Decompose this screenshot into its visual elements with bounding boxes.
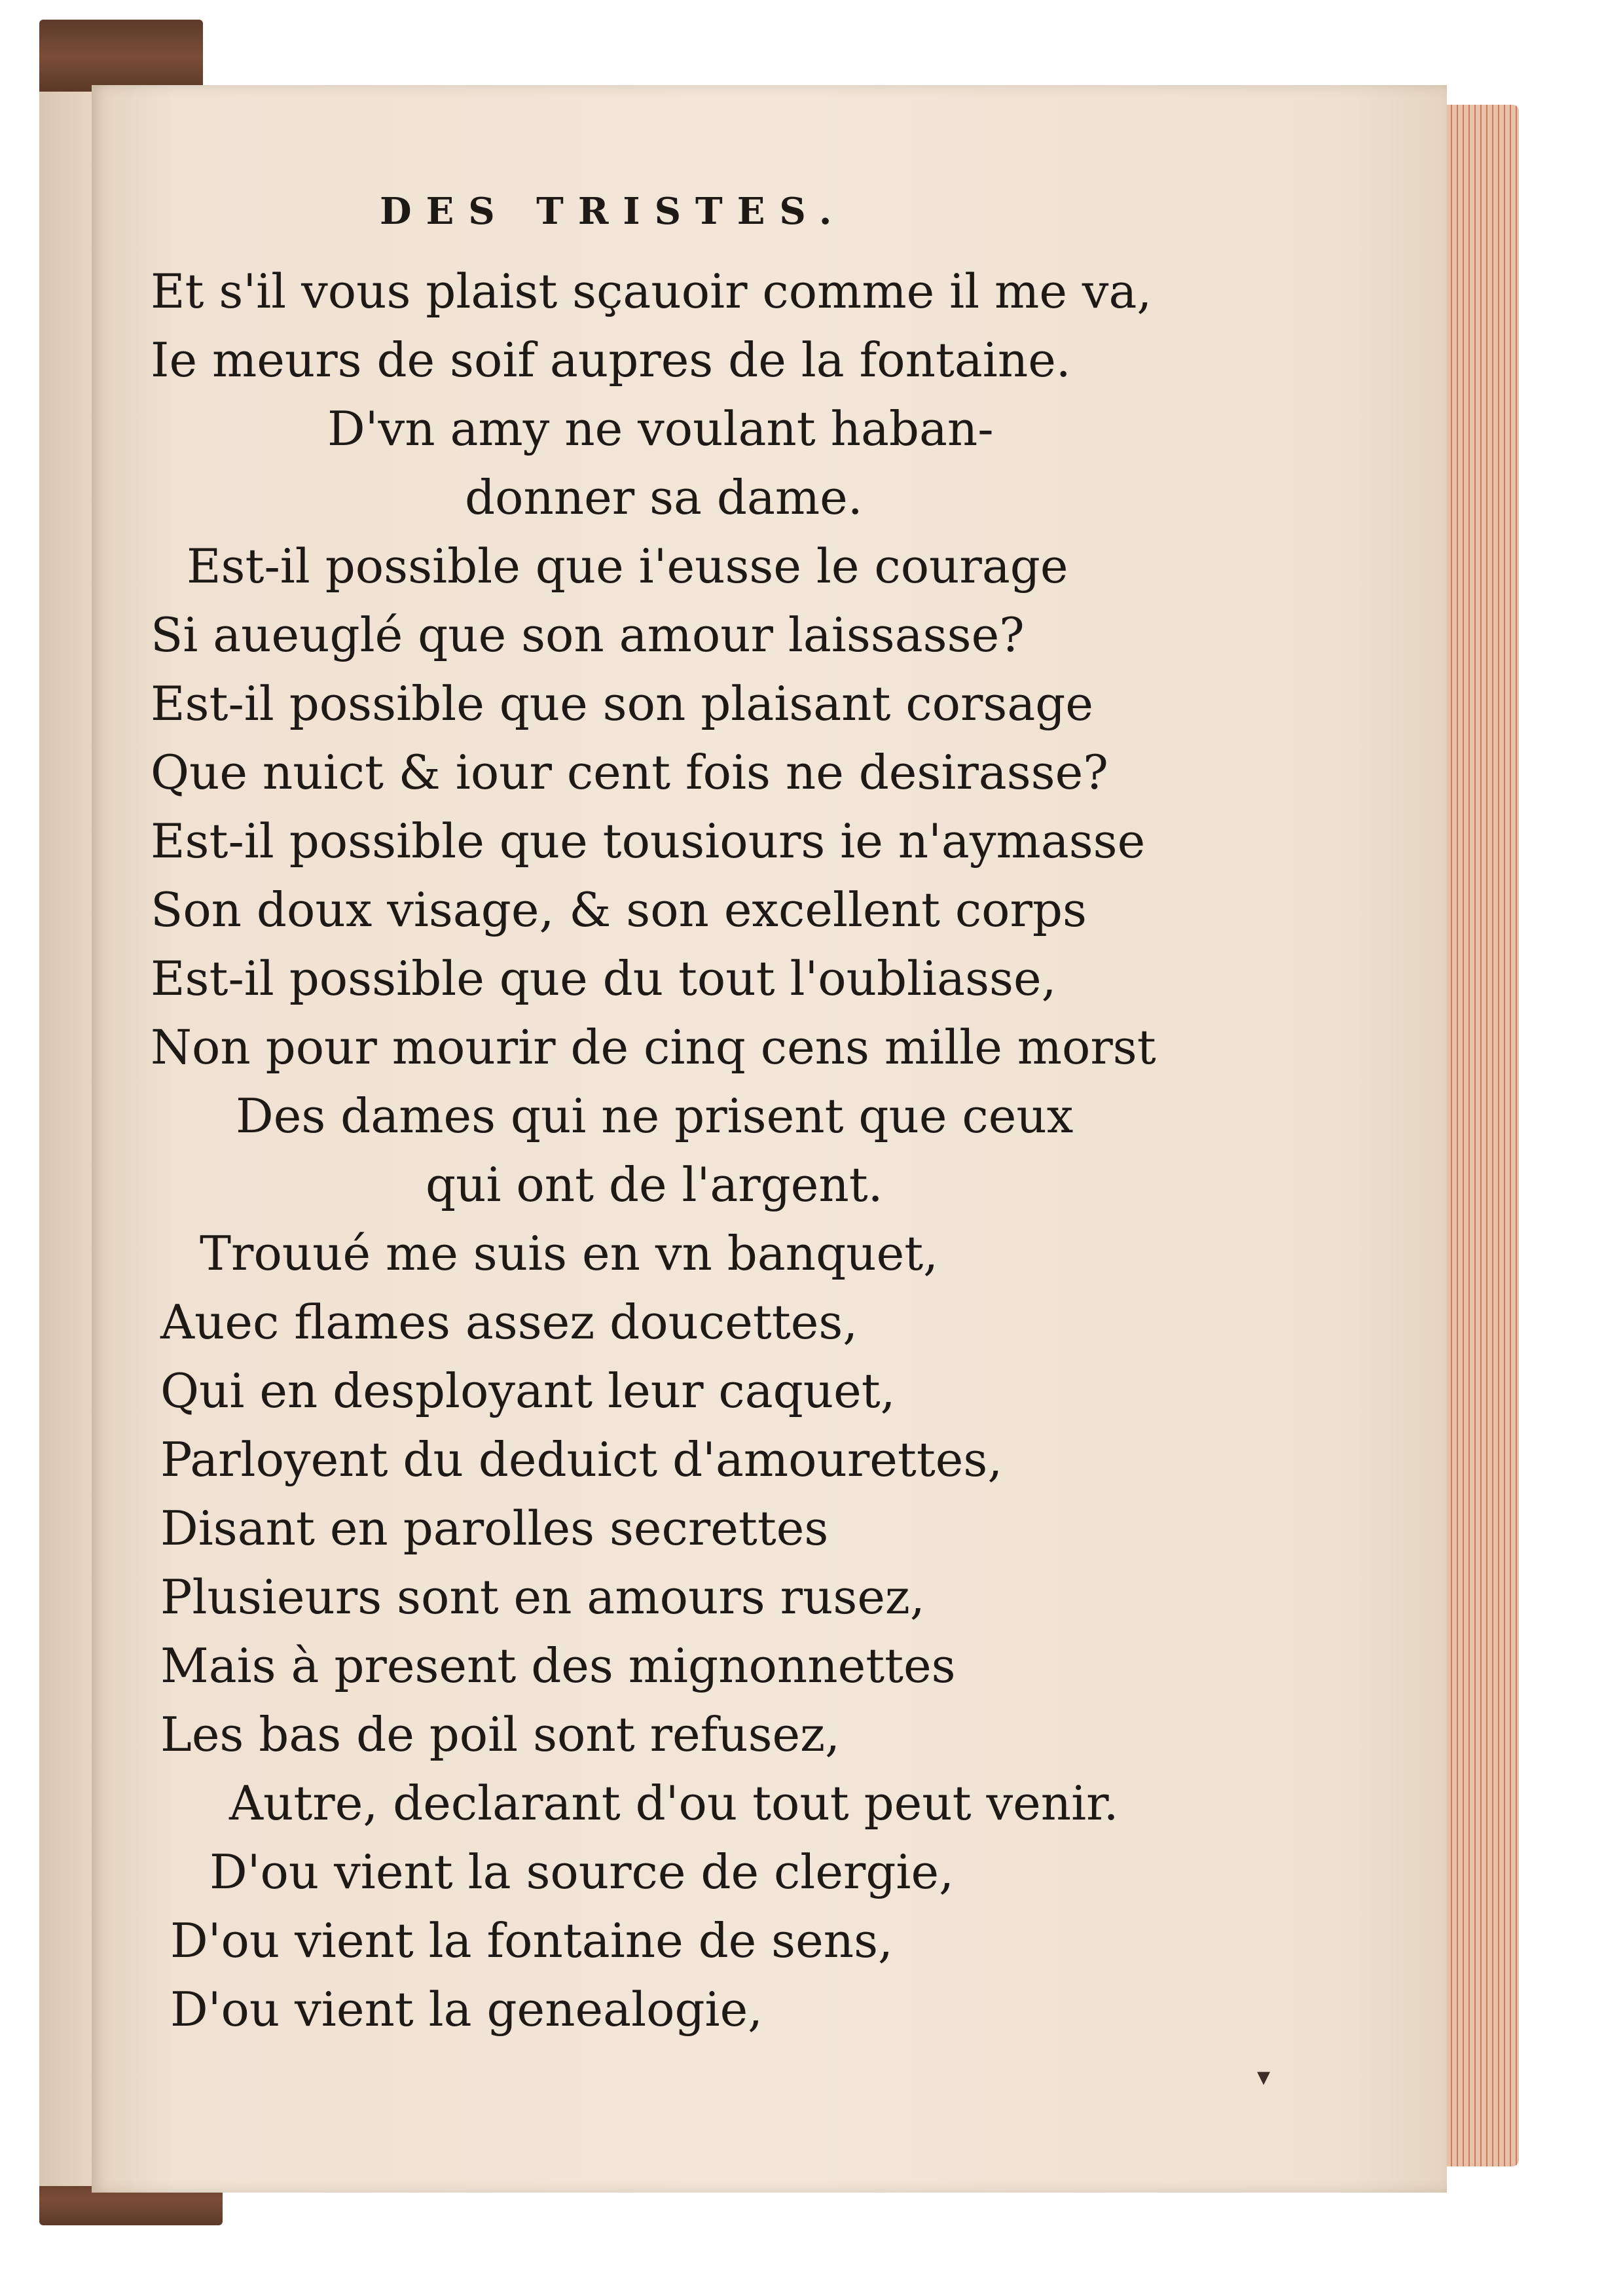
text-line: D'ou vient la source de clergie,: [210, 1844, 954, 1899]
text-line: Trouué me suis en vn banquet,: [200, 1226, 939, 1281]
text-line: Ie meurs de soif aupres de la fontaine.: [151, 332, 1071, 387]
text-line: Qui en desployant leur caquet,: [160, 1363, 896, 1418]
text-line: D'ou vient la genealogie,: [170, 1982, 763, 2037]
ornament-mark: ▾: [1257, 2062, 1271, 2092]
text-line: Mais à present des mignonnettes: [160, 1638, 956, 1693]
text-line: Que nuict & iour cent fois ne desirasse?: [151, 745, 1108, 800]
text-line: Et s'il vous plaist sçauoir comme il me va,: [151, 264, 1152, 319]
text-line: Les bas de poil sont refusez,: [160, 1707, 840, 1762]
text-line: Est-il possible que tousiours ie n'aymasse: [151, 814, 1146, 869]
text-line: Plusieurs sont en amours rusez,: [160, 1570, 925, 1624]
subheading-line: D'vn amy ne voulant haban-: [327, 401, 994, 456]
running-header: DES TRISTES.: [380, 190, 847, 233]
text-line: Est-il possible que du tout l'oubliasse,: [151, 951, 1057, 1006]
subheading-line: Des dames qui ne prisent que ceux: [236, 1088, 1074, 1143]
text-line: Si aueuglé que son amour laissasse?: [151, 607, 1025, 662]
text-line: Parloyent du deduict d'amourettes,: [160, 1432, 1003, 1487]
text-line: Est-il possible que i'eusse le courage: [187, 539, 1068, 594]
text-line: D'ou vient la fontaine de sens,: [170, 1913, 893, 1968]
subheading-line: donner sa dame.: [465, 470, 863, 525]
text-line: Non pour mourir de cinq cens mille morst: [151, 1020, 1156, 1075]
text-line: Son doux visage, & son excellent corps: [151, 882, 1087, 937]
text-line: Est-il possible que son plaisant corsage: [151, 676, 1093, 731]
text-line: Autre, declarant d'ou tout peut venir.: [229, 1776, 1119, 1831]
text-line: Disant en parolles secrettes: [160, 1501, 829, 1556]
text-line: Auec flames assez doucettes,: [160, 1295, 858, 1350]
subheading-line: qui ont de l'argent.: [426, 1157, 883, 1212]
